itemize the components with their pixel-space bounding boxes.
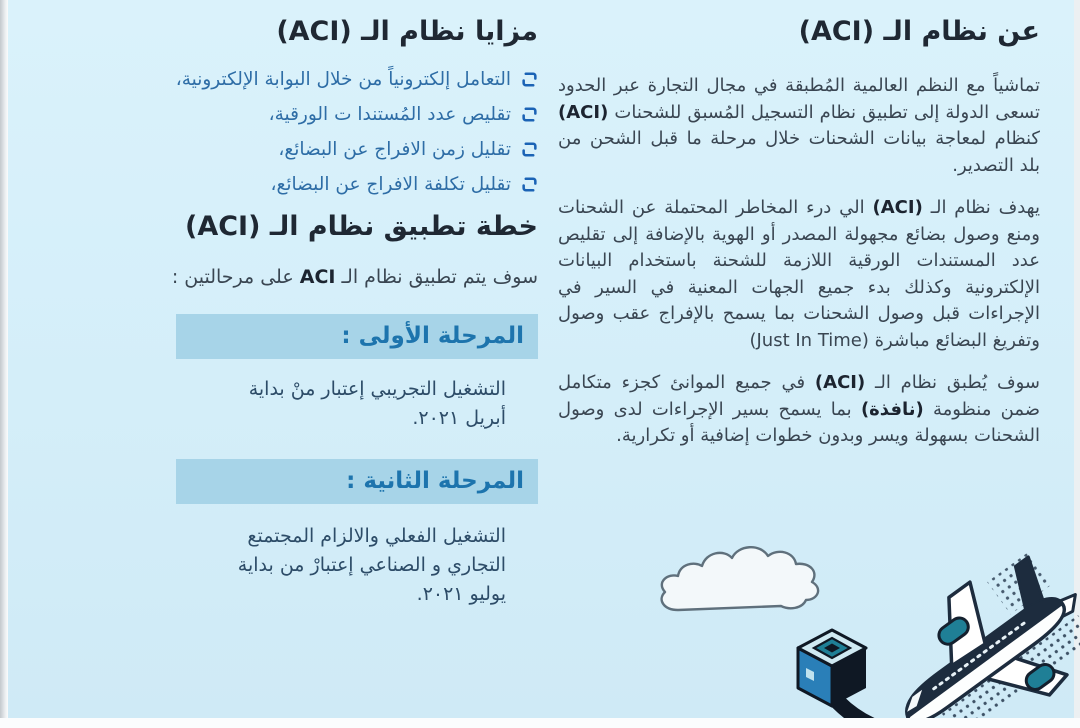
benefit-item xyxy=(32,174,538,195)
illustration xyxy=(620,538,1080,718)
about-section xyxy=(558,0,1040,450)
cloud-illustration xyxy=(662,547,818,610)
phase-2-banner-label: المرحلة الثانية : xyxy=(346,468,524,494)
benefits-and-plan-section xyxy=(32,0,538,628)
phase-1-banner-label: المرحلة الأولى : xyxy=(341,323,524,349)
benefits-list xyxy=(32,69,538,195)
benefit-item xyxy=(32,139,538,160)
plan-intro: سوف يتم تطبيق نظام الـ ACI على مرحالتين : xyxy=(171,266,538,288)
benefit-label: التعامل إلكترونياً من خلال البوابة الإلكترونية، xyxy=(175,69,511,90)
airplane-illustration xyxy=(865,538,1080,718)
benefit-label: تقليص عدد المُستندا ت الورقية، xyxy=(268,104,511,125)
loop-square-icon xyxy=(521,141,538,158)
phase-2-description: التشغيل الفعلي والالزام المجتمتع التجاري و الصناعي إعتبارْ من بداية يوليو ٢٠٢١. xyxy=(237,525,506,605)
phase-2-banner xyxy=(176,459,538,504)
loop-square-icon xyxy=(521,71,538,88)
about-title: عن نظام الـ (ACI) xyxy=(798,16,1040,47)
about-paragraph-1: تماشياً مع النظم العالمية المُطبقة في مجال التجارة عبر الحدود تسعى الدولة إلى تطبيق نظام التسجيل المُسبق للشحنات (ACI) كنظام لمعاجة بيانات الشحنات خلال مرحلة ما قبل الشحن من بلد التصدير. xyxy=(558,75,1040,176)
photo-edge-left xyxy=(0,0,8,728)
about-paragraph-2: يهدف نظام الـ (ACI) الي درء المخاطر المحتملة عن الشحنات ومنع وصول بضائع مجهولة المصدر أو الهوية بالإضافة إلى تقليص عدد المستندات الورقية اللازمة للشحنة باستخدام البيانات الإلكترونية وكذلك بدء جميع الجهات المعنية في السير في الإجراءات قبل وصول الشحنات بما يسمح بالإفراج عقب وصول وتفريغ البضائع مباشرة (Just In Time) xyxy=(558,197,1040,351)
phase-1-banner xyxy=(176,314,538,359)
benefits-title: مزايا نظام الـ (ACI) xyxy=(276,16,538,47)
benefit-label: تقليل تكلفة الافراج عن البضائع، xyxy=(270,174,511,195)
about-paragraph-3: سوف يُطبق نظام الـ (ACI) في جميع الموانئ كجزء متكامل ضمن منظومة (نافذة) بما يسمح بسير الإجراءات لدى وصول الشحنات بسهولة ويسر وبدون خطوات إضافية أو تكرارية. xyxy=(558,372,1041,446)
benefit-label: تقليل زمن الافراج عن البضائع، xyxy=(278,139,511,160)
loop-square-icon xyxy=(521,106,538,123)
plan-title: خطة تطبيق نظام الـ (ACI) xyxy=(185,211,538,242)
phase-1-description: التشغيل التجريبي إعتبار منْ بداية أبريل ٢٠٢١. xyxy=(248,378,506,429)
benefit-item xyxy=(32,69,538,90)
photo-edge-bottom xyxy=(0,718,1080,728)
benefit-item xyxy=(32,104,538,125)
loop-square-icon xyxy=(521,176,538,193)
